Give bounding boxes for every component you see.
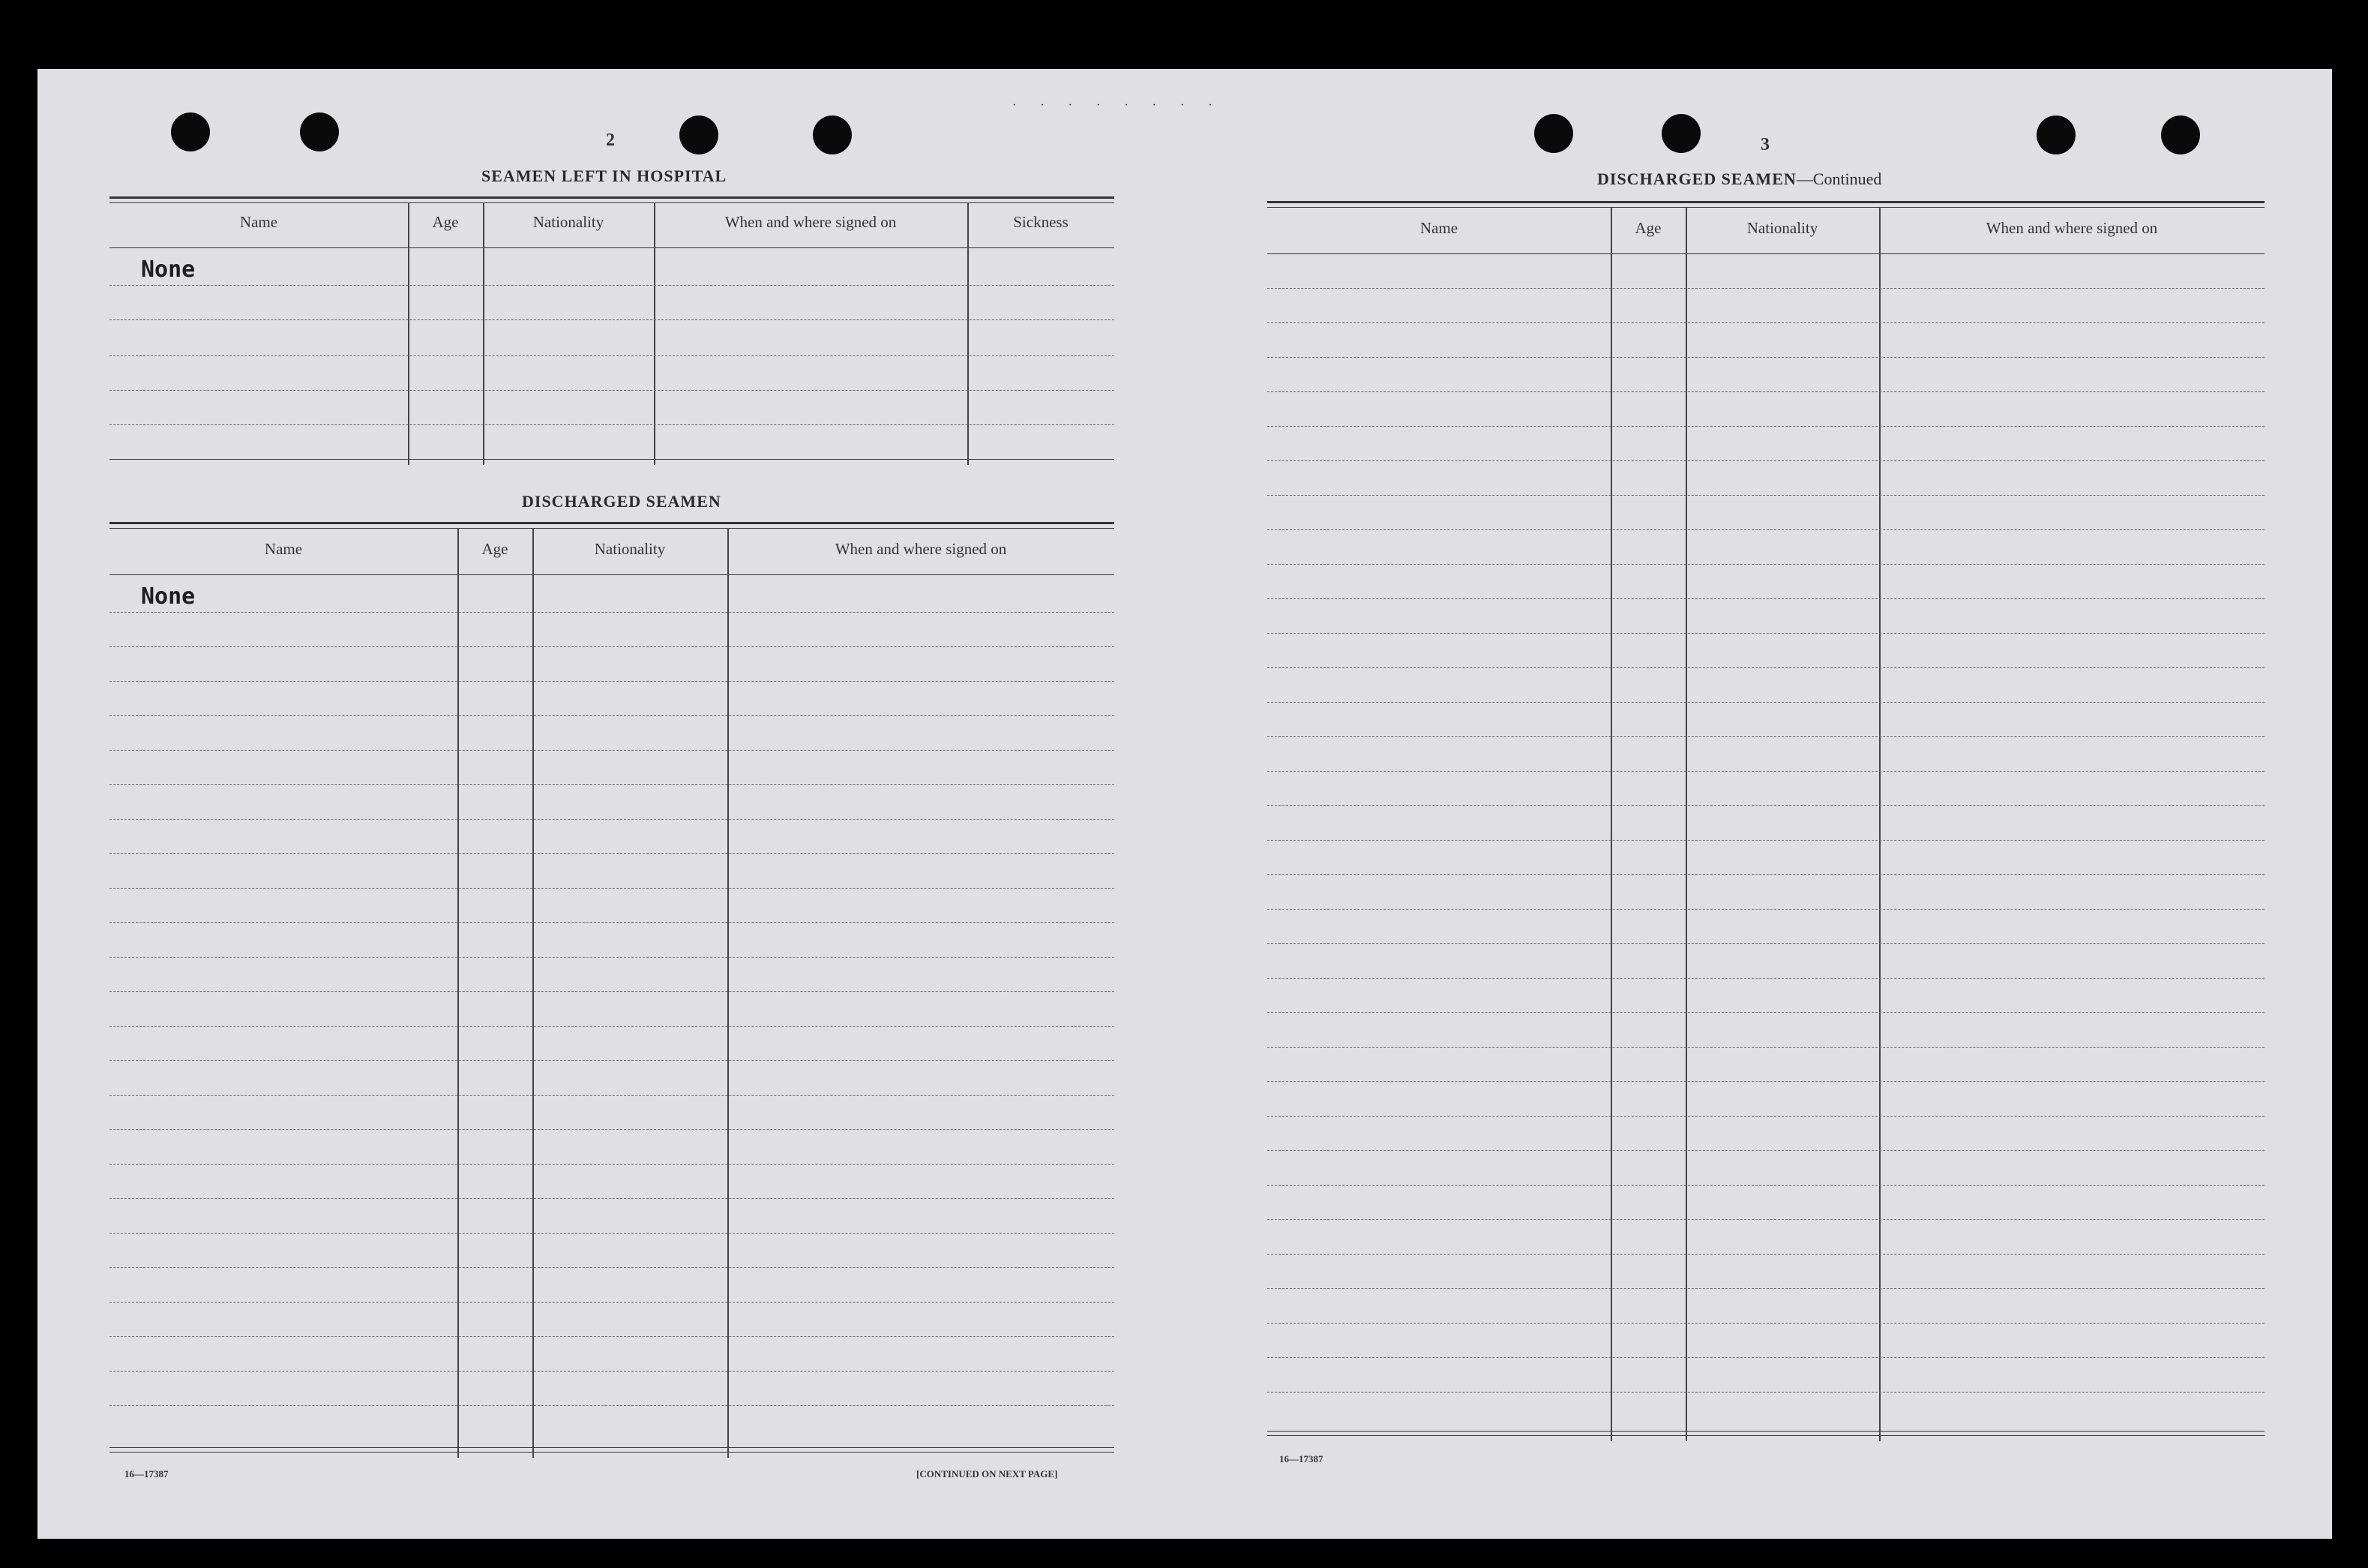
page-number-right: 3 bbox=[1761, 135, 1770, 154]
continued-col-nationality: Nationality bbox=[1746, 219, 1818, 237]
form-number-left: 16—17387 bbox=[124, 1468, 169, 1480]
hospital-col-sickness: Sickness bbox=[1013, 213, 1069, 231]
hospital-col-name: Name bbox=[239, 213, 278, 231]
continued-col-signed-on: When and where signed on bbox=[1986, 219, 2158, 237]
discharged-col-name: Name bbox=[264, 540, 303, 558]
discharged-entry: None bbox=[141, 583, 196, 610]
punch-hole bbox=[679, 115, 718, 154]
punch-hole bbox=[813, 115, 852, 154]
scan-specks: · · · · · · · · bbox=[1012, 99, 1223, 112]
punch-hole bbox=[2161, 115, 2200, 154]
discharged-continued-title-main: DISCHARGED SEAMEN bbox=[1597, 169, 1797, 188]
hospital-table bbox=[109, 196, 1114, 466]
hospital-entry: None bbox=[141, 256, 196, 283]
hospital-col-age: Age bbox=[432, 213, 459, 231]
hospital-col-nationality: Nationality bbox=[532, 213, 604, 231]
form-number-right: 16—17387 bbox=[1279, 1453, 1323, 1465]
discharged-continued-table bbox=[1267, 201, 2265, 1446]
punch-hole bbox=[2037, 115, 2076, 154]
discharged-col-signed-on: When and where signed on bbox=[835, 540, 1007, 558]
continued-col-age: Age bbox=[1635, 219, 1662, 237]
punch-hole bbox=[1534, 114, 1573, 153]
punch-hole bbox=[171, 112, 210, 151]
page-number-left: 2 bbox=[606, 130, 615, 150]
discharged-table bbox=[109, 522, 1114, 1459]
punch-hole bbox=[300, 112, 339, 151]
continued-col-name: Name bbox=[1419, 219, 1458, 237]
discharged-continued-title-suffix: —Continued bbox=[1796, 169, 1882, 188]
continued-note: [CONTINUED ON NEXT PAGE] bbox=[916, 1468, 1058, 1480]
punch-hole bbox=[1662, 114, 1701, 153]
hospital-col-signed-on: When and where signed on bbox=[724, 213, 897, 231]
hospital-title: SEAMEN LEFT IN HOSPITAL bbox=[481, 166, 727, 185]
discharged-title: DISCHARGED SEAMEN bbox=[522, 492, 721, 511]
discharged-col-age: Age bbox=[481, 540, 508, 558]
document-sheet bbox=[37, 69, 2332, 1539]
discharged-continued-title bbox=[1597, 169, 1881, 189]
discharged-col-nationality: Nationality bbox=[594, 540, 666, 558]
